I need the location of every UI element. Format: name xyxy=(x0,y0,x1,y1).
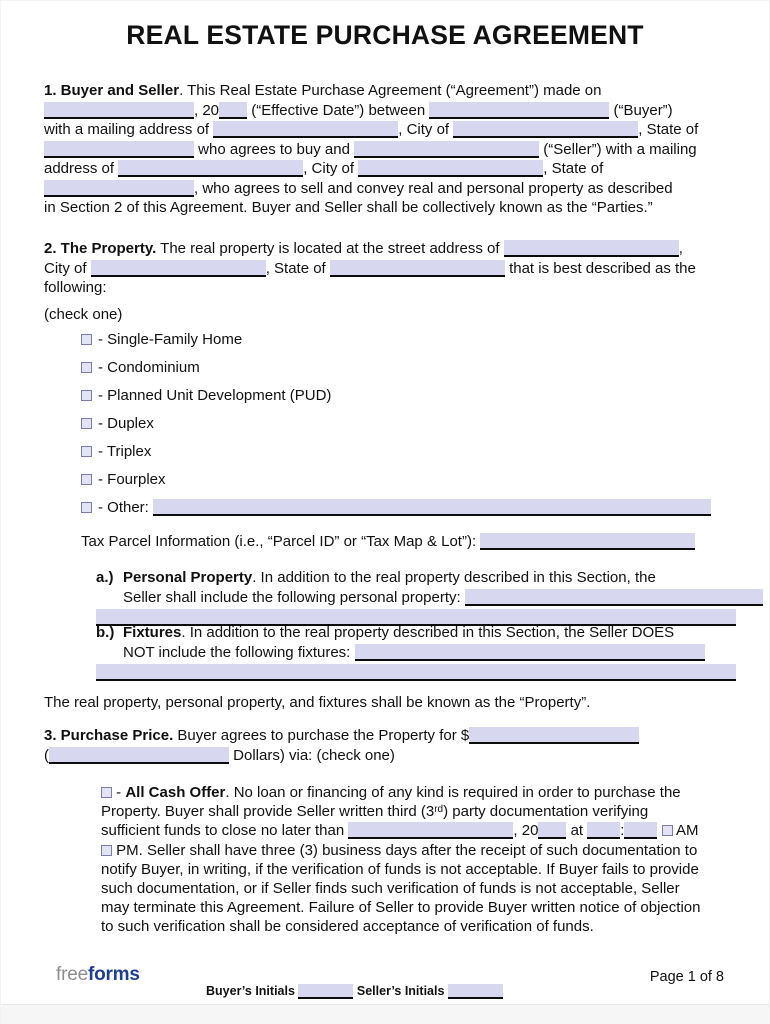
funds-hour-field[interactable] xyxy=(587,822,620,839)
effective-date-field[interactable] xyxy=(44,102,194,119)
buyer-initials-field[interactable] xyxy=(298,984,353,999)
cash-line-4 xyxy=(101,841,719,860)
property-city-field[interactable] xyxy=(91,260,266,277)
s1-text: , State of xyxy=(638,121,699,138)
list-item xyxy=(81,498,728,526)
check-one-label xyxy=(44,305,728,325)
b-text: NOT include the following fixtures: xyxy=(123,643,355,661)
cash-text: PM. Seller shall have three (3) business days after the receipt of such documentation to xyxy=(112,841,698,859)
cash-line-3 xyxy=(101,821,719,840)
property-note-text: The real property, personal property, and fixtures shall be known as the “Property”. xyxy=(44,694,591,711)
buyers-initials-label: Buyer’s Initials xyxy=(206,984,299,998)
seller-name-field[interactable] xyxy=(354,141,539,158)
property-address-field[interactable] xyxy=(504,240,679,257)
page-number: Page 1 of 8 xyxy=(649,969,724,985)
b-text: . In addition to the real property described in this Section, the Seller DOES xyxy=(181,624,675,641)
seller-address-field[interactable] xyxy=(118,160,303,177)
cash-text: may terminate this Agreement. Failure of Seller to provide Buyer written notice of objection xyxy=(101,899,701,917)
s1-text: (“Effective Date”) between xyxy=(247,101,430,119)
personal-property-field[interactable] xyxy=(465,589,763,606)
s1-text: . This Real Estate Purchase Agreement (“Agreement”) made on xyxy=(179,82,602,99)
s1-line-6 xyxy=(44,179,728,199)
s1-line-7 xyxy=(44,198,728,218)
tax-parcel-field[interactable] xyxy=(480,533,695,550)
s3-text: Dollars) via: (check one) xyxy=(229,746,395,764)
s3-line-2 xyxy=(44,746,728,766)
logo-forms-text: forms xyxy=(87,964,140,985)
s2-text: City of xyxy=(44,259,91,277)
s2-text: , State of xyxy=(265,259,330,277)
a-line-2 xyxy=(123,588,736,608)
checkbox-duplex[interactable] xyxy=(81,418,92,429)
seller-initials-field[interactable] xyxy=(448,984,503,999)
option-label: - Other: xyxy=(98,499,149,516)
checkbox-single-family-home[interactable] xyxy=(81,334,92,345)
cash-text: at xyxy=(566,822,588,840)
s1-text: , 20 xyxy=(194,101,220,119)
cash-heading: All Cash Offer xyxy=(125,784,226,801)
a-line-1 xyxy=(96,568,736,588)
s1-text: in Section 2 of this Agreement. Buyer and Seller shall be collectively known as the “Parties.” xyxy=(44,199,653,216)
initials-row xyxy=(206,984,503,999)
s1-line-5 xyxy=(44,159,728,179)
all-cash-offer-paragraph xyxy=(101,783,719,937)
tax-parcel-line xyxy=(81,532,728,552)
page-title: REAL ESTATE PURCHASE AGREEMENT xyxy=(126,20,644,50)
option-label: - Fourplex xyxy=(98,471,166,488)
b-line-2 xyxy=(123,643,736,663)
cash-line-6 xyxy=(101,879,719,898)
s2-line-1 xyxy=(44,239,728,259)
page-bottom-edge xyxy=(1,1004,769,1024)
b-line-1 xyxy=(96,623,736,643)
a-marker: a.) xyxy=(96,569,114,586)
option-label: - Planned Unit Development (PUD) xyxy=(98,387,332,404)
s2-text: that is best described as the xyxy=(504,259,696,277)
cash-line-5 xyxy=(101,860,719,879)
cash-text: such documentation, or if Seller finds such verification of funds is not acceptable, Seller xyxy=(101,879,680,897)
tax-parcel-text: Tax Parcel Information (i.e., “Parcel ID” or “Tax Map & Lot”): xyxy=(81,533,481,550)
s1-text: , State of xyxy=(543,160,604,177)
purchase-price-field[interactable] xyxy=(469,727,639,744)
a-heading: Personal Property xyxy=(123,569,253,586)
s1-text: (“Seller”) with a mailing xyxy=(539,140,697,158)
section-purchase-price xyxy=(44,726,728,765)
s2-heading: 2. The Property. xyxy=(44,240,157,257)
a-text: . In addition to the real property described in this Section, the xyxy=(252,569,656,586)
s1-text: with a mailing address of xyxy=(44,121,214,138)
funds-date-field[interactable] xyxy=(348,822,513,839)
checkbox-triplex[interactable] xyxy=(81,446,92,457)
s2-line-2 xyxy=(44,259,728,279)
list-item xyxy=(81,386,728,414)
other-description-field[interactable] xyxy=(153,499,711,516)
subsection-personal-property xyxy=(96,568,736,626)
list-item xyxy=(81,358,728,386)
s3-text: Buyer agrees to purchase the Property for $ xyxy=(173,727,470,744)
cash-text: ) party documentation verifying xyxy=(443,803,649,821)
cash-text: , 20 xyxy=(513,822,539,840)
option-label: - Condominium xyxy=(98,359,200,376)
seller-city-field[interactable] xyxy=(358,160,543,177)
section-buyer-and-seller xyxy=(44,81,728,218)
logo-free-text: free xyxy=(56,964,88,985)
s1-line-3 xyxy=(44,120,728,140)
b-heading: Fixtures xyxy=(123,624,182,641)
s2-line-3 xyxy=(44,278,728,298)
option-label: - Triplex xyxy=(98,443,152,460)
checkbox-condominium[interactable] xyxy=(81,362,92,373)
cash-line-8 xyxy=(101,917,719,936)
b-marker: b.) xyxy=(96,624,115,641)
s2-text: The real property is located at the street address of xyxy=(156,240,504,257)
ordinal-superscript: rd xyxy=(434,804,444,816)
s1-text: , who agrees to sell and convey real and personal property as described xyxy=(194,179,673,197)
s3-heading: 3. Purchase Price. xyxy=(44,727,174,744)
property-type-list xyxy=(81,330,728,526)
subsection-fixtures xyxy=(96,623,736,681)
fixtures-field[interactable] xyxy=(355,644,705,661)
checkbox-fourplex[interactable] xyxy=(81,474,92,485)
am-checkbox[interactable] xyxy=(662,825,673,836)
s3-line-1 xyxy=(44,726,728,746)
section-the-property xyxy=(44,239,728,298)
list-item xyxy=(81,414,728,442)
s1-text: (“Buyer”) xyxy=(609,101,673,119)
cash-text: : xyxy=(620,822,625,840)
s1-line-4 xyxy=(44,140,728,160)
price-words-field[interactable] xyxy=(49,747,229,764)
seller-state-field[interactable] xyxy=(44,180,194,197)
cash-text: Property. Buyer shall provide Seller written third (3 xyxy=(101,803,435,821)
funds-minute-field[interactable] xyxy=(624,822,657,839)
buyer-address-field[interactable] xyxy=(213,121,398,138)
option-label: - Single-Family Home xyxy=(98,331,243,348)
pm-checkbox[interactable] xyxy=(101,845,112,856)
funds-year-field[interactable] xyxy=(538,822,566,839)
s1-text: who agrees to buy and xyxy=(194,140,355,158)
list-item xyxy=(81,470,728,498)
cash-line-1 xyxy=(101,783,719,802)
checkbox-pud[interactable] xyxy=(81,390,92,401)
option-label: - Duplex xyxy=(98,415,154,432)
s1-text: , City of xyxy=(398,121,454,138)
cash-text: notify Buyer, in writing, if the verification of funds is not acceptable. If Buyer fails to provide xyxy=(101,860,699,878)
sellers-initials-label: Seller’s Initials xyxy=(353,984,448,998)
freeforms-logo xyxy=(56,964,140,986)
fixtures-field-line2[interactable] xyxy=(96,664,736,681)
s1-text: address of xyxy=(44,160,119,177)
property-note xyxy=(44,693,728,713)
s2-text: , xyxy=(678,240,683,257)
buyer-city-field[interactable] xyxy=(453,121,638,138)
s1-heading: 1. Buyer and Seller xyxy=(44,82,180,99)
s3-text: ( xyxy=(44,746,49,764)
s1-line-2 xyxy=(44,101,728,121)
cash-text: sufficient funds to close no later than xyxy=(101,822,349,840)
effective-year-field[interactable] xyxy=(219,102,247,119)
cash-line-2 xyxy=(101,802,719,821)
all-cash-offer-checkbox[interactable] xyxy=(101,787,112,798)
list-item xyxy=(81,330,728,358)
list-item xyxy=(81,442,728,470)
property-state-field[interactable] xyxy=(330,260,505,277)
buyer-name-field[interactable] xyxy=(429,102,609,119)
s2-text: following: xyxy=(44,279,107,296)
checkbox-other[interactable] xyxy=(81,502,92,513)
cash-text: AM xyxy=(672,822,699,840)
cash-text: - xyxy=(112,784,126,801)
check-one-text: (check one) xyxy=(44,306,123,323)
s1-text: , City of xyxy=(303,160,359,177)
cash-line-7 xyxy=(101,898,719,917)
buyer-state-field[interactable] xyxy=(44,141,194,158)
cash-text: . No loan or financing of any kind is required in order to purchase the xyxy=(225,784,681,801)
cash-text: to such verification shall be considered acceptance of verification of funds. xyxy=(101,918,594,936)
s1-line-1 xyxy=(44,81,728,101)
a-text: Seller shall include the following personal property: xyxy=(123,588,465,606)
